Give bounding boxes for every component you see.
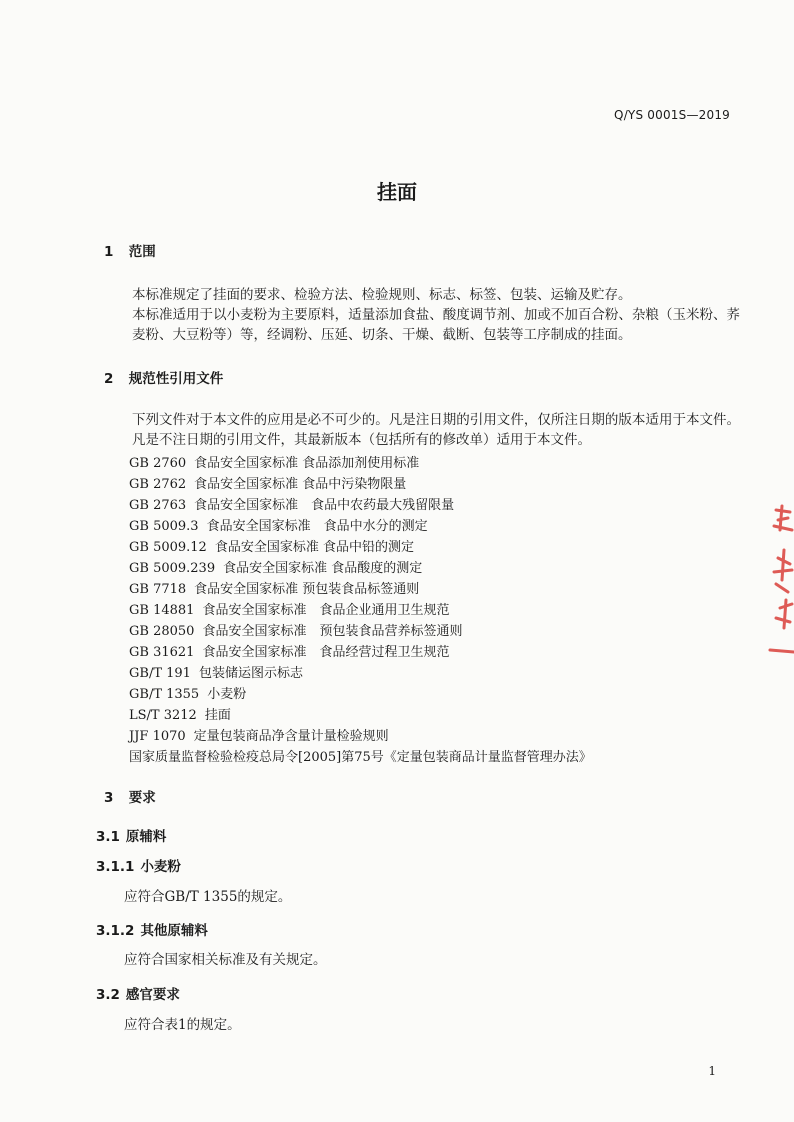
section-title: 范围 bbox=[128, 244, 156, 260]
subsection-3-2-heading: 3.2 感官要求 bbox=[96, 987, 180, 1003]
reference-item: GB/T 191 包装储运图示标志 bbox=[129, 666, 303, 681]
section-1-heading bbox=[104, 240, 156, 260]
reference-item: GB 5009.3 食品安全国家标准 食品中水分的测定 bbox=[129, 519, 428, 534]
reference-item: GB 2763 食品安全国家标准 食品中农药最大残留限量 bbox=[129, 498, 455, 513]
paragraph: 下列文件对于本文件的应用是必不可少的。凡是注日期的引用文件，仅所注日期的版本适用于本文件。凡是不注日期的引用文件，其最新版本（包括所有的修改单）适用于本文件。 bbox=[132, 412, 740, 448]
reference-item: GB 5009.12 食品安全国家标准 食品中铅的测定 bbox=[129, 540, 414, 555]
reference-item: GB 14881 食品安全国家标准 食品企业通用卫生规范 bbox=[129, 603, 450, 618]
subsection-3-2-body: 应符合表1的规定。 bbox=[124, 1017, 241, 1033]
section-title: 要求 bbox=[128, 790, 156, 806]
section-number: 2 bbox=[104, 371, 114, 387]
reference-item: GB/T 1355 小麦粉 bbox=[129, 687, 247, 702]
section-number: 1 bbox=[104, 244, 114, 260]
reference-item: GB 7718 食品安全国家标准 预包装食品标签通则 bbox=[129, 582, 420, 597]
page-title: 挂面 bbox=[377, 180, 417, 204]
document-code: Q/YS 0001S—2019 bbox=[614, 108, 730, 122]
section-title: 规范性引用文件 bbox=[128, 371, 224, 387]
subsection-3-1-1-heading: 3.1.1 小麦粉 bbox=[96, 859, 181, 875]
section-3-heading bbox=[104, 786, 156, 806]
subsection-3-1-2-body: 应符合国家相关标准及有关规定。 bbox=[124, 952, 327, 968]
reference-item: GB 2762 食品安全国家标准 食品中污染物限量 bbox=[129, 477, 407, 492]
subsection-3-1-heading: 3.1 原辅料 bbox=[96, 829, 167, 845]
subsection-3-1-1-body: 应符合GB/T 1355的规定。 bbox=[124, 889, 292, 905]
section-number: 3 bbox=[104, 790, 114, 806]
paragraph: 本标准规定了挂面的要求、检验方法、检验规则、标志、标签、包装、运输及贮存。 bbox=[132, 287, 632, 303]
page-number: 1 bbox=[708, 1064, 716, 1078]
reference-item: GB 31621 食品安全国家标准 食品经营过程卫生规范 bbox=[129, 645, 450, 660]
reference-item: GB 2760 食品安全国家标准 食品添加剂使用标准 bbox=[129, 456, 420, 471]
reference-item: GB 28050 食品安全国家标准 预包装食品营养标签通则 bbox=[129, 624, 463, 639]
section-2-heading bbox=[104, 367, 223, 387]
reference-item: 国家质量监督检验检疫总局令[2005]第75号《定量包装商品计量监督管理办法》 bbox=[129, 750, 592, 765]
reference-item: LS/T 3212 挂面 bbox=[129, 708, 231, 723]
subsection-3-1-2-heading: 3.1.2 其他原辅料 bbox=[96, 923, 208, 939]
section-1-body bbox=[104, 285, 740, 345]
section-2-intro bbox=[104, 410, 740, 450]
reference-item: GB 5009.239 食品安全国家标准 食品酸度的测定 bbox=[129, 561, 423, 576]
seal-stamp-icon bbox=[768, 500, 794, 660]
paragraph: 本标准适用于以小麦粉为主要原料，适量添加食盐、酸度调节剂、加或不加百合粉、杂粮（玉米粉、荞麦粉、大豆粉等）等，经调粉、压延、切条、干燥、截断、包装等工序制成的挂面。 bbox=[132, 307, 740, 343]
reference-item: JJF 1070 定量包装商品净含量计量检验规则 bbox=[129, 729, 389, 744]
